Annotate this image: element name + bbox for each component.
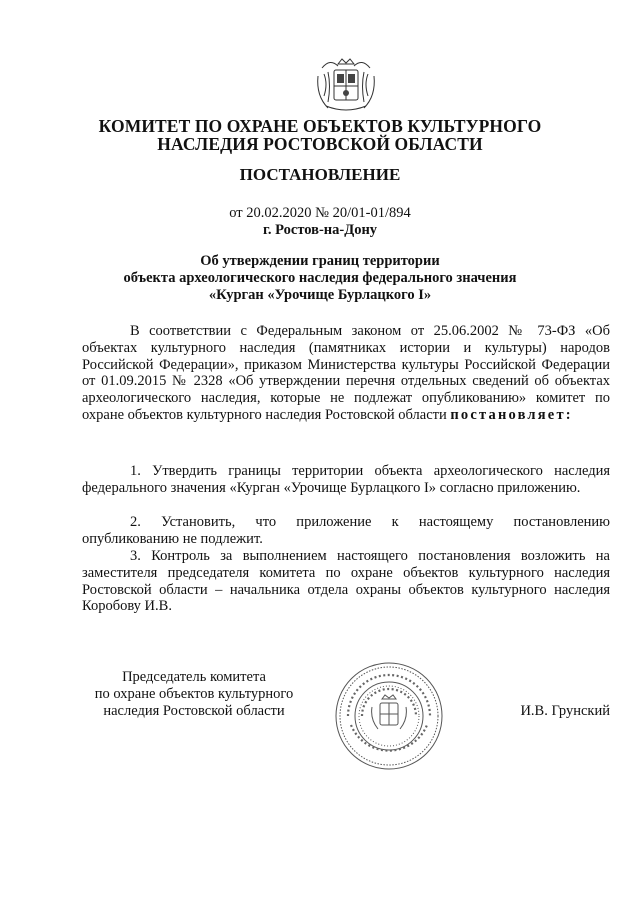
document-type: ПОСТАНОВЛЕНИЕ — [239, 165, 401, 184]
date-number: от 20.02.2020 № 20/01-01/894 — [229, 205, 411, 221]
signatory-position — [82, 669, 306, 720]
preamble-paragraph — [82, 323, 610, 424]
preamble-text: В соответствии с Федеральным законом от 25.06.2002 № 73-ФЗ «Об объектах культурного наследия (памятниках истории и культуры) народов Российской Федерации», приказом Министерства культуры Российской Федерации от 01.09.2015 № 2328 «Об утверждении перечня отдельных сведений об объектах археологического наследия, которые не подлежат опубликованию» комитет по охране объектов культурного наследия Ростовской области — [82, 323, 610, 423]
committee-title-line1: КОМИТЕТ ПО ОХРАНЕ ОБЪЕКТОВ КУЛЬТУРНОГО — [98, 116, 542, 136]
official-seal-icon — [334, 661, 444, 771]
city: г. Ростов-на-Дону — [262, 222, 378, 238]
subject-line: объекта археологического наследия федерального значения — [123, 270, 517, 286]
decree-word: постановляет: — [450, 406, 573, 423]
subject-line: Об утверждении границ территории — [200, 253, 440, 269]
document-subject — [0, 253, 640, 304]
position-line: по охране объектов культурного — [94, 686, 294, 702]
committee-title-line2: НАСЛЕДИЯ РОСТОВСКОЙ ОБЛАСТИ — [157, 134, 483, 154]
coat-of-arms-icon — [312, 56, 380, 116]
position-line: наследия Ростовской области — [103, 703, 285, 719]
position-line: Председатель комитета — [122, 669, 266, 685]
subject-line: «Курган «Урочище Бурлацкого I» — [208, 287, 432, 303]
item-3: 3. Контроль за выполнением настоящего постановления возложить на заместителя председателя комитета по охране объектов культурного наследия Ростовской области – начальника отдела охраны объектов культурного наследия Коробову И.В. — [82, 548, 610, 615]
item-2: 2. Установить, что приложение к настоящему постановлению опубликованию не подлежит. — [82, 514, 610, 547]
item-1: 1. Утвердить границы территории объекта археологического наследия федерального значения «Курган «Урочище Бурлацкого I» согласно приложению. — [82, 463, 610, 496]
signatory-name: И.В. Грунский — [520, 703, 610, 719]
